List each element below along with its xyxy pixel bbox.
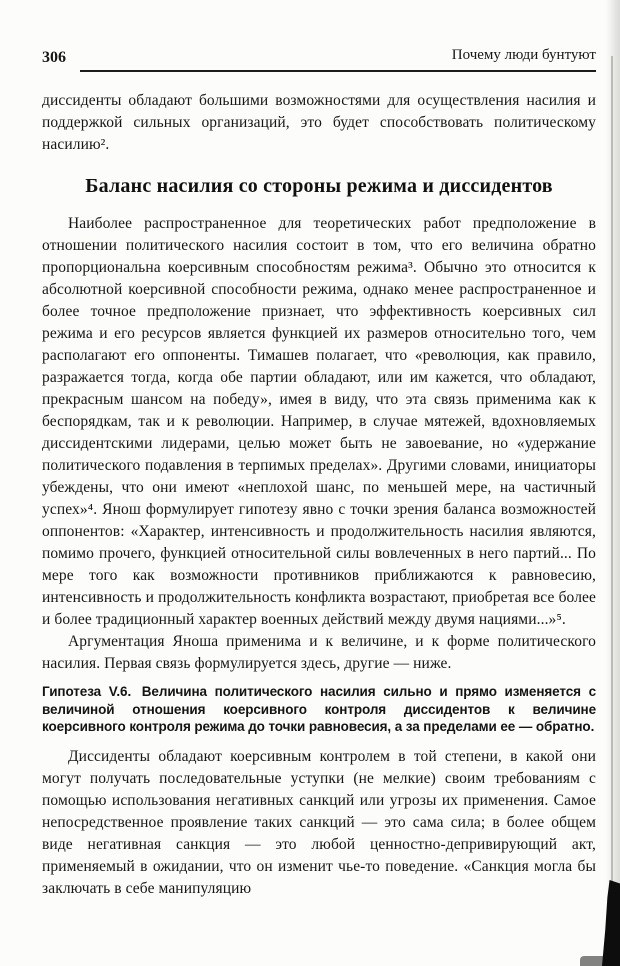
scan-corner-smudge (580, 956, 606, 966)
paragraph: Аргументация Яноша применима и к величине, и к форме политического насилия. Первая связь формулируется здесь, другие — ниже. (42, 633, 596, 672)
running-title: Почему люди бунтуют (451, 47, 596, 63)
page-number: 306 (42, 49, 66, 66)
page-header (42, 46, 596, 72)
section-heading: Баланс насилия со стороны режима и диссидентов (85, 175, 553, 197)
paragraph: Наиболее распространенное для теоретических работ предположение в отношении политического насилия состоит в том, что его величина обратно пропорциональна коерсивным способностям режима³. Обычно это относится к абсолютной коерсивной способности режима, однако менее распространенное и более точное предположение признает, что эффективность коерсивных сил режима и его ресурсов является функцией их размеров относительно того, чем располагают его оппоненты. Тимашев полагает, что «революция, как правило, разражается тогда, когда обе партии обладают, или им кажется, что обладают, прекрасным шансом на победу», имея в виду, что эта связь применима как к беспорядкам, так и к революции. Например, в случае мятежей, вдохновляемых диссидентскими лидерами, целью может быть не завоевание, но «удержание политического подавления в терпимых пределах». Другими словами, инициаторы убеждены, что они имеют «неплохой шанс, по меньшей мере, на частичный успех»⁴. Янош формулирует гипотезу явно с точки зрения баланса возможностей оппонентов: «Характер, интенсивность и продолжительность насилия являются, помимо прочего, функцией относительной силы вовлеченных в него партий... По мере того как возможности противников приближаются к равновесию, интенсивность и продолжительность конфликта возрастают, приобретая все более и более традиционный характер военных действий между двумя нациями...»⁵. (42, 215, 596, 628)
scan-edge-shadow (606, 0, 620, 966)
hypothesis-block (42, 683, 596, 736)
scan-edge-line (611, 56, 613, 966)
scan-corner-artifact (602, 880, 620, 966)
hypothesis-text: Величина политического насилия сильно и прямо изменяется с величиной отношения коерсивного контроля диссидентов к величине коерсивного контроля режима до точки равновесия, а за пределами ее — обратно. (42, 684, 596, 734)
paragraph: Диссиденты обладают коерсивным контролем в той степени, в какой они могут получать последовательные уступки (не мелкие) своим требованиям с помощью использования негативных санкций или угрозы их применения. Самое непосредственное проявление таких санкций — это сама сила; в более общем виде негативная санкция — это любой ценностно-депривирующий акт, применяемый в ожидании, что он изменит чье-то поведение. «Санкция могла бы заключать в себе манипуляцию (42, 747, 596, 897)
header-rule (80, 46, 596, 72)
paragraph-continuation: диссиденты обладают большими возможностями для осуществления насилия и поддержкой сильных организаций, это будет способствовать политическому насилию². (42, 92, 596, 153)
hypothesis-label: Гипотеза V.6. (42, 684, 132, 699)
